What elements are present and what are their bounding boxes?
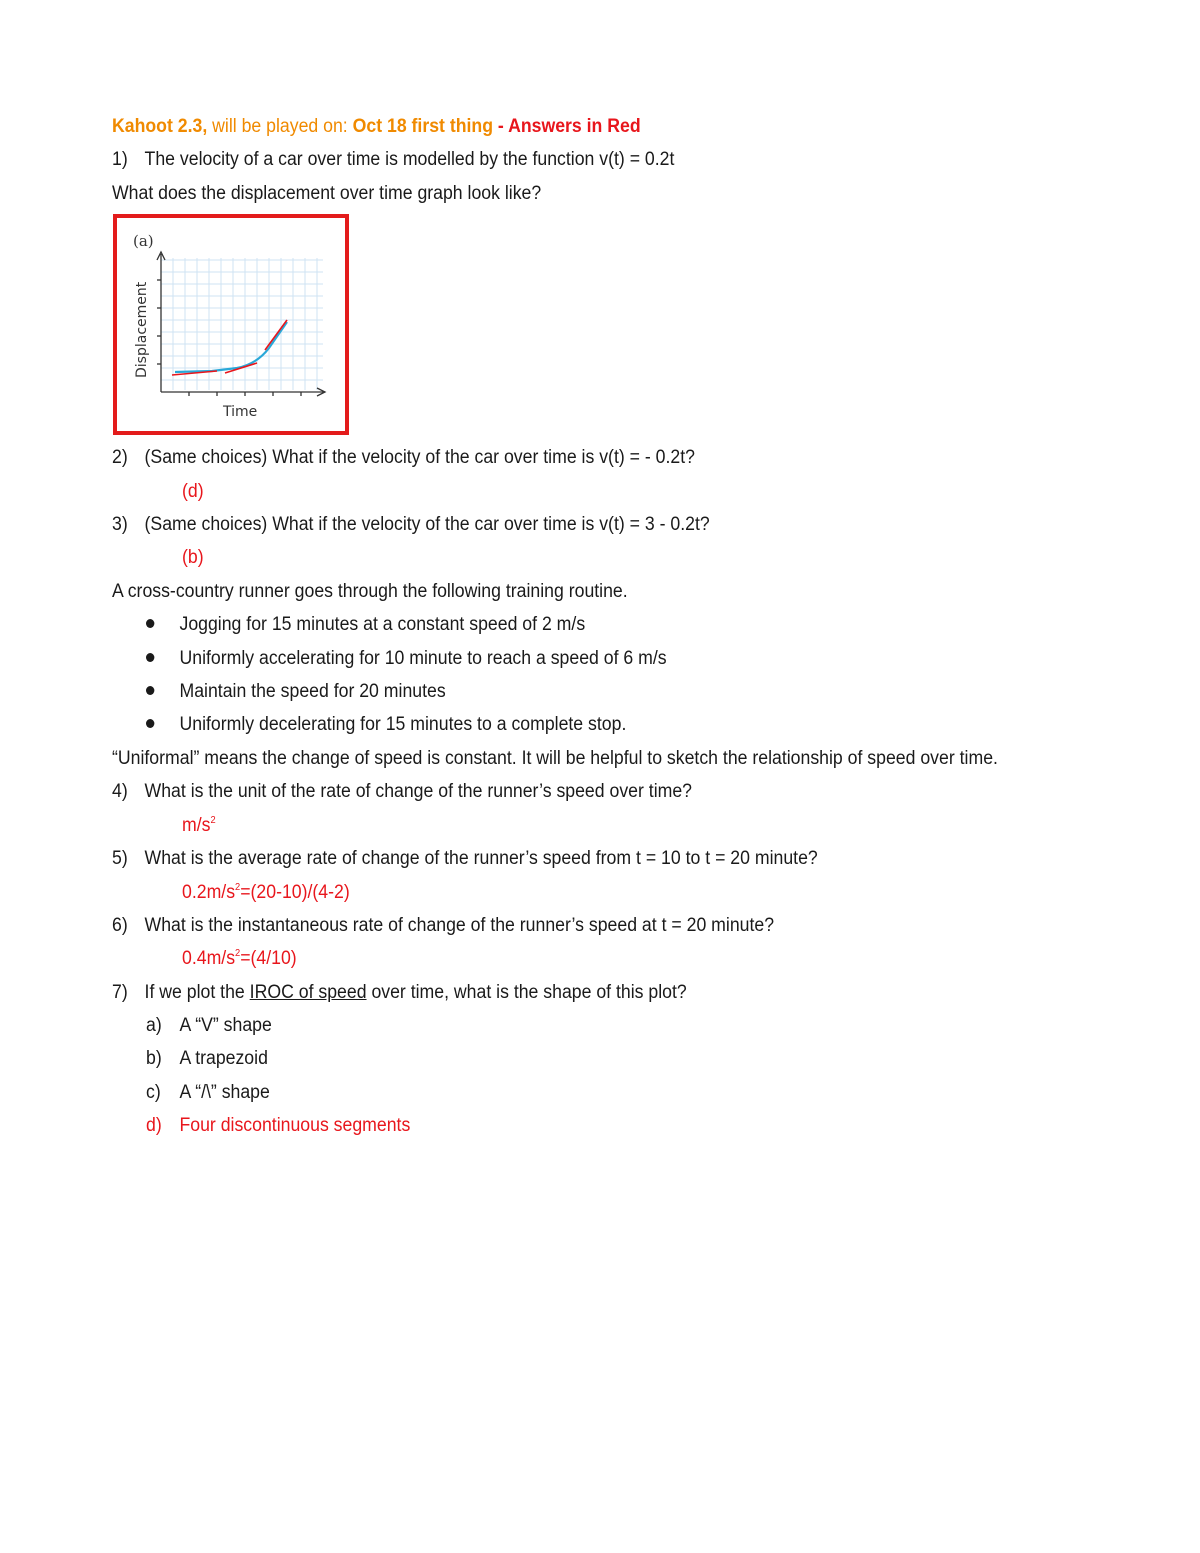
option-text: Four discontinuous segments xyxy=(179,1115,411,1136)
option-c xyxy=(146,1081,270,1105)
option-letter: c) xyxy=(146,1082,161,1103)
displacement-curve xyxy=(175,322,287,372)
routine-step xyxy=(146,613,585,637)
answer-5 xyxy=(182,881,350,905)
option-text: A “V” shape xyxy=(179,1015,272,1036)
answer-graph-figure xyxy=(113,214,349,435)
question-6 xyxy=(112,914,774,938)
question-1-followup: What does the displacement over time graph look like? xyxy=(112,183,542,204)
question-number: 2) xyxy=(112,447,128,468)
option-text: A “/\” shape xyxy=(179,1082,270,1103)
question-text: What is the instantaneous rate of change of the runner’s speed at t = 20 minute? xyxy=(144,915,775,936)
answer-working: =(20-10)/(4-2) xyxy=(240,882,350,903)
kahoot-title: Kahoot 2.3, xyxy=(112,116,208,137)
routine-step xyxy=(146,647,667,671)
header-line xyxy=(112,115,641,139)
option-text: A trapezoid xyxy=(179,1048,268,1069)
option-letter: a) xyxy=(146,1015,162,1036)
option-b xyxy=(146,1047,268,1071)
option-letter: b) xyxy=(146,1048,162,1069)
header-dash: - xyxy=(493,116,509,137)
question-text: What is the unit of the rate of change of the runner’s speed over time? xyxy=(144,781,693,802)
question-text: What is the average rate of change of the runner’s speed from t = 10 to t = 20 minute? xyxy=(144,848,818,869)
underlined-term: IROC of speed xyxy=(249,982,367,1003)
x-axis-label: Time xyxy=(223,404,258,420)
question-text-end: over time, what is the shape of this plot? xyxy=(366,982,687,1003)
routine-step-text: Maintain the speed for 20 minutes xyxy=(179,681,446,702)
routine-step xyxy=(146,713,626,737)
routine-step xyxy=(146,680,446,704)
figure-label: (a) xyxy=(133,232,154,250)
answer-exponent: 2 xyxy=(210,814,216,826)
play-date: Oct 18 first thing xyxy=(352,116,494,137)
runner-intro: A cross-country runner goes through the following training routine. xyxy=(112,581,628,602)
answer-4 xyxy=(182,814,216,838)
option-letter: d) xyxy=(146,1115,162,1136)
question-5 xyxy=(112,847,818,871)
answers-note: Answers in Red xyxy=(508,116,641,137)
answer-unit: m/s xyxy=(182,815,211,836)
y-axis-label: Displacement xyxy=(134,281,150,378)
question-7 xyxy=(112,981,687,1005)
answer-value: 0.2m/s xyxy=(182,882,236,903)
question-number: 3) xyxy=(112,514,128,535)
bullet-icon xyxy=(146,653,154,662)
question-text: The velocity of a car over time is modelled by the function v(t) = 0.2t xyxy=(144,149,675,170)
answer-6 xyxy=(182,947,297,971)
uniformal-note: “Uniformal” means the change of speed is constant. It will be helpful to sketch the relationship of speed over time. xyxy=(112,748,998,769)
question-number: 4) xyxy=(112,781,128,802)
question-text: If we plot the xyxy=(144,982,250,1003)
question-1 xyxy=(112,148,674,172)
option-d-answer xyxy=(146,1114,410,1138)
answer-3: (b) xyxy=(182,547,204,568)
graph-grid xyxy=(161,258,323,390)
question-2 xyxy=(112,446,695,470)
routine-step-text: Uniformly accelerating for 10 minute to reach a speed of 6 m/s xyxy=(179,648,667,669)
answer-exponent: 2 xyxy=(235,881,241,893)
question-text: (Same choices) What if the velocity of the car over time is v(t) = 3 - 0.2t? xyxy=(144,514,710,535)
answer-exponent: 2 xyxy=(235,947,241,959)
answer-working: =(4/10) xyxy=(240,948,297,969)
played-on-text: will be played on: xyxy=(207,116,353,137)
question-3 xyxy=(112,513,710,537)
question-text: (Same choices) What if the velocity of the car over time is v(t) = - 0.2t? xyxy=(144,447,695,468)
bullet-icon xyxy=(146,619,154,628)
question-number: 6) xyxy=(112,915,128,936)
answer-value: 0.4m/s xyxy=(182,948,236,969)
answer-2: (d) xyxy=(182,481,204,502)
question-number: 7) xyxy=(112,982,128,1003)
bullet-icon xyxy=(146,686,154,695)
routine-step-text: Uniformly decelerating for 15 minutes to a complete stop. xyxy=(179,714,627,735)
routine-step-text: Jogging for 15 minutes at a constant speed of 2 m/s xyxy=(179,614,586,635)
question-4 xyxy=(112,780,692,804)
bullet-icon xyxy=(146,719,154,728)
option-a xyxy=(146,1014,272,1038)
question-number: 5) xyxy=(112,848,128,869)
displacement-time-graph xyxy=(117,218,345,431)
question-number: 1) xyxy=(112,149,128,170)
